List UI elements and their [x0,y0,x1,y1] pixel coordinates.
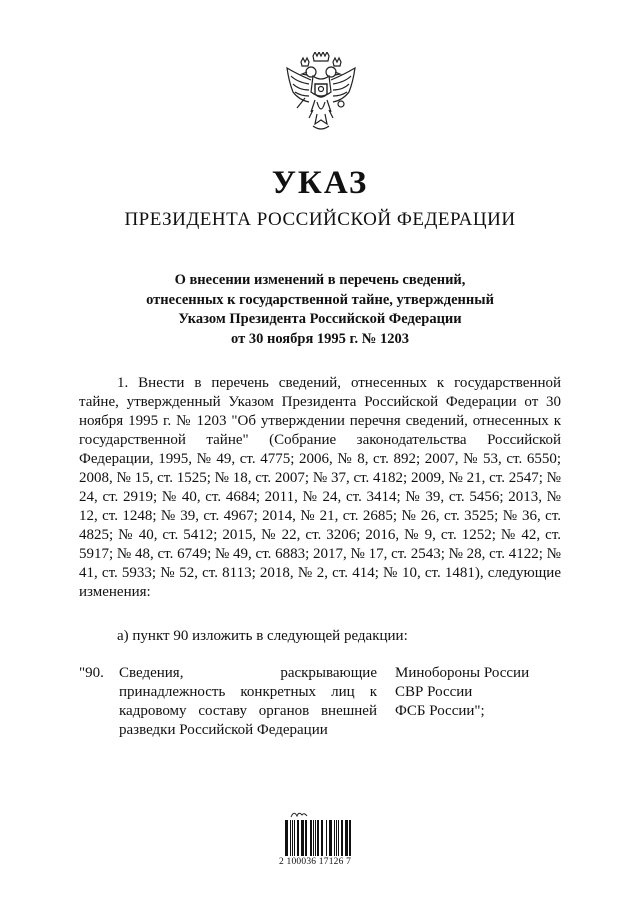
subject-line: от 30 ноября 1995 г. № 1203 [231,330,409,347]
barcode [279,808,375,872]
item-a: а) пункт 90 изложить в следующей редакции: [117,628,408,644]
item-90-description: Сведения, раскрывающие принадлежность конкретных лиц к кадровому составу органов внешней разведки Российской Федерации [119,665,377,738]
subject-line: Указом Президента Российской Федерации [178,311,462,327]
barcode-bar [315,820,316,856]
agency-name: ФСБ России"; [395,703,485,719]
subject-line: отнесенных к государственной тайне, утвержденный [146,291,494,308]
barcode-bar [321,820,323,856]
barcode-bar [313,820,314,856]
decree-subject [100,271,540,349]
barcode-bar [329,820,332,856]
barcode-bar [334,820,335,856]
barcode-bar [285,820,288,856]
decree-body [79,374,561,602]
handwritten-mark-icon [289,808,309,820]
agency-name: Минобороны России [395,665,530,681]
barcode-bar [292,820,293,856]
barcode-bar [317,820,319,856]
barcode-bar [336,820,337,856]
item-90-row [79,664,569,744]
decree-title: УКАЗ [271,165,369,201]
decree-subtitle: ПРЕЗИДЕНТА РОССИЙСКОЙ ФЕДЕРАЦИИ [124,209,516,230]
barcode-bar [345,820,348,856]
barcode-bar [301,820,304,856]
barcode-number: 2 100036 17126 7 [279,857,352,867]
barcode-bar [326,820,327,856]
barcode-bar [338,820,339,856]
barcode-bar [294,820,295,856]
barcode-bar [305,820,307,856]
item-90-agencies [395,664,575,721]
barcode-bar [341,820,343,856]
agency-name: СВР России [395,684,473,700]
coat-of-arms-icon [283,52,359,146]
barcode-bar [290,820,291,856]
paragraph-1: 1. Внести в перечень сведений, отнесенных к государственной тайне, утвержденный Указом Президента Российской Федерации от 30 ноября 1995 г. № 1203 "Об утверждении перечня сведений, отнесенных к государственной тайне" (Собрание законодательства Российской Федерации, 1995, № 49, ст. 4775; 2006, № 8, ст. 892; 2007, № 53, ст. 6550; 2008, № 15, ст. 1525; № 18, ст. 2007; № 37, ст. 4182; 2009, № 21, ст. 2547; № 24, ст. 2919; № 40, ст. 4684; 2011, № 24, ст. 3414; № 39, ст. 5456; 2013, № 12, ст. 1248; № 39, ст. 4967; 2014, № 21, ст. 2685; № 26, ст. 3525; № 36, ст. 4825; № 40, ст. 5412; 2015, № 22, ст. 3206; 2016, № 9, ст. 1252; № 42, ст. 5917; № 48, ст. 6749; № 49, ст. 6883; 2017, № 17, ст. 2543; № 28, ст. 4122; № 41, ст. 5933; № 52, ст. 8113; 2018, № 2, ст. 414; № 10, ст. 1481), следующие изменения: [79,375,561,600]
barcode-bar [349,820,351,856]
subject-line: О внесении изменений в перечень сведений, [174,272,466,288]
barcode-bars [283,820,375,856]
barcode-bar [297,820,299,856]
item-90-number: "90. [79,665,104,681]
barcode-bar [310,820,312,856]
